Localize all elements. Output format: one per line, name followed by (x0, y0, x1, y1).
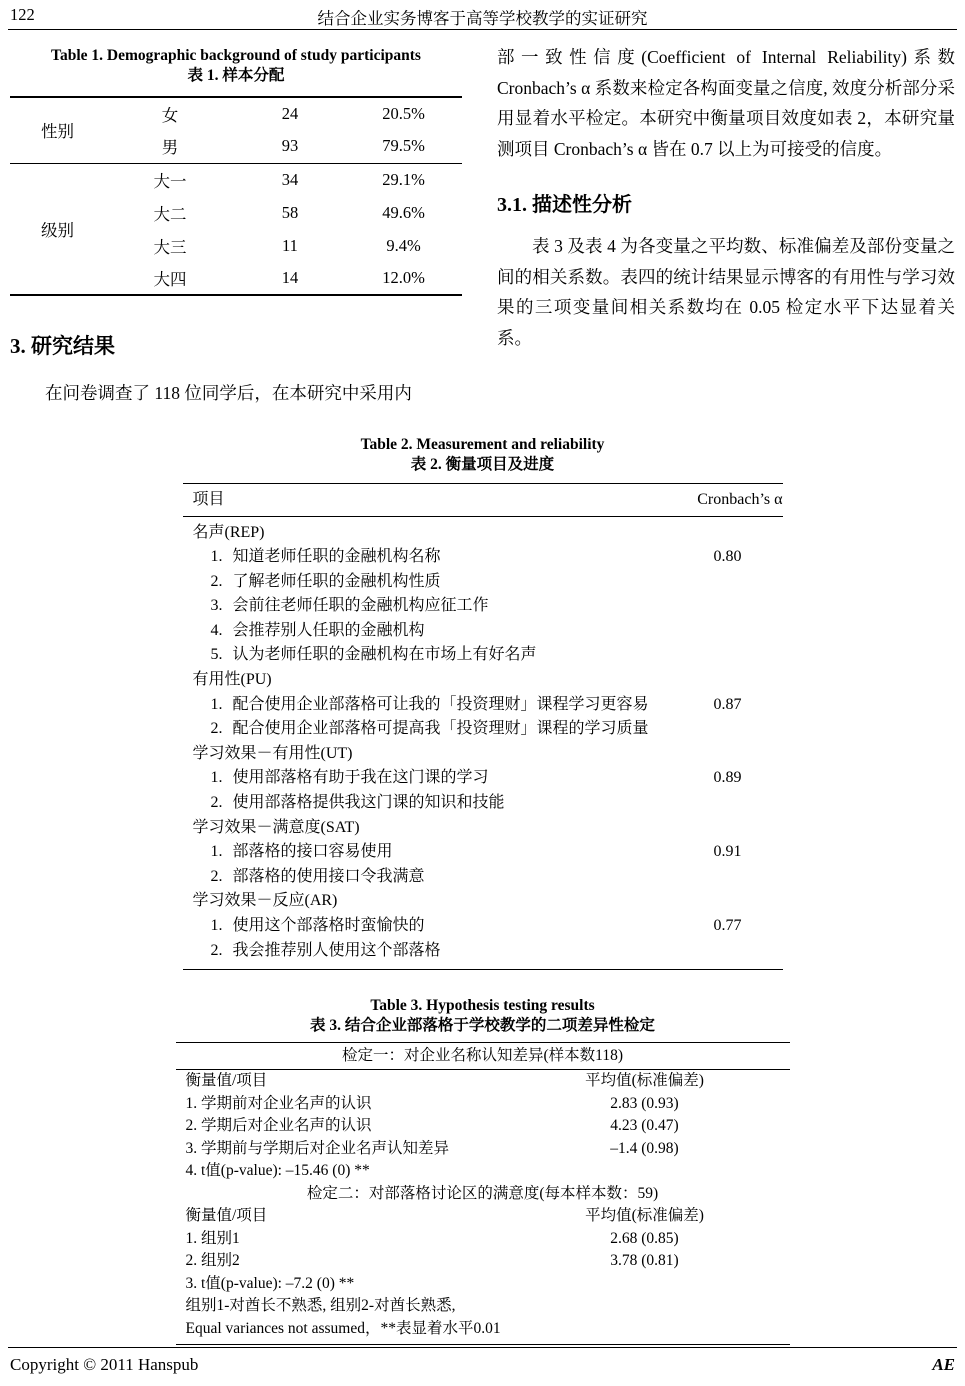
table-row (10, 163, 462, 196)
item-text: 了解老师任职的金融机构性质 (232, 572, 441, 590)
item-alpha: 0.77 (713, 917, 742, 934)
item-alpha (673, 594, 783, 619)
table3-test2-tvalue: 3. t值(p-value): –7.2 (0) ** (185, 1274, 355, 1292)
table3-caption-zh: 表 3. 结合企业部落格于学校教学的二项差异性检定 (310, 1017, 655, 1035)
row-label: 2. 组别2 (185, 1252, 240, 1270)
table3-col-measure: 衡量值/项目 (185, 1072, 268, 1090)
item-text: 会前往老师任职的金融机构应征工作 (232, 597, 489, 615)
right-paragraph-1: 部一致性信度(Coefficient of Internal Reliability)系数 Cronbach’s α 系数来检定各构面变量之信度, 效度分析部分采用显着水平检定。本研究中衡量项目效度如表 2，本研究量测项目 Cronbach’s α 皆在 0.7 以上为可接受的信度。 (497, 47, 955, 159)
item-text: 部落格的接口容易使用 (232, 843, 393, 861)
table1-caption-zh: 表 1. 样本分配 (187, 67, 285, 84)
table3-data-row (176, 1250, 790, 1273)
table1-category: 大四 (153, 270, 187, 289)
item-text: 认为老师任职的金融机构在市场上有好名声 (232, 646, 537, 664)
table1-group-grade: 级别 (10, 163, 105, 295)
item-number: 1. (210, 548, 223, 566)
item-text: 我会推荐别人使用这个部落格 (232, 941, 441, 959)
table2-item-row (183, 865, 783, 890)
item-number: 2. (210, 867, 223, 885)
table3-note-significance: Equal variances not assumed，**表显着水平0.01 (185, 1319, 501, 1337)
item-number: 2. (210, 720, 223, 738)
table2-section-row (183, 668, 783, 693)
item-text: 使用部落格提供我这门课的知识和技能 (232, 794, 505, 812)
item-alpha: 0.80 (713, 548, 742, 566)
table2-item-row (183, 939, 783, 964)
item-number: 4. (210, 621, 223, 639)
section-heading-3-1: 3.1. 描述性分析 (497, 194, 632, 216)
item-alpha (673, 939, 783, 964)
item-text: 配合使用企业部落格可让我的「投资理财」课程学习更容易 (232, 695, 649, 713)
row-value: –1.4 (0.98) (610, 1139, 679, 1157)
table-row (10, 97, 462, 130)
table3-test1-tvalue: 4. t值(p-value): –15.46 (0) ** (185, 1162, 370, 1180)
table1-percent: 79.5% (382, 136, 425, 156)
table-2 (183, 483, 783, 971)
table2-item-row (183, 914, 783, 939)
table3-col-measure: 衡量值/项目 (185, 1207, 268, 1225)
item-text: 配合使用企业部落格可提高我「投资理财」课程的学习质量 (232, 720, 649, 738)
running-head (8, 0, 957, 30)
table1-category: 女 (161, 106, 179, 125)
table2-caption-zh: 表 2. 衡量项目及进度 (410, 455, 555, 473)
table1-caption-en: Table 1. Demographic background of study participants (51, 47, 421, 64)
table2-item-row (183, 570, 783, 595)
row-label: 1. 学期前对企业名声的认识 (185, 1094, 372, 1112)
item-alpha (673, 643, 783, 668)
table3-col-mean: 平均值(标准偏差) (585, 1072, 704, 1090)
table1-count: 11 (282, 235, 298, 255)
table3-note-groups: 组别1-对酋长不熟悉, 组别2-对酋长熟悉, (185, 1297, 456, 1315)
table2-item-row (183, 619, 783, 644)
table2-col-item: 项目 (192, 490, 225, 508)
two-column-body (0, 30, 965, 409)
table2-section-row (183, 521, 783, 546)
journal-abbreviation: AE (932, 1355, 955, 1374)
table2-caption-en: Table 2. Measurement and reliability (360, 435, 605, 453)
table2-section-row (183, 742, 783, 767)
table1-percent: 49.6% (382, 202, 425, 222)
table2-item-row (183, 643, 783, 668)
table1-percent: 9.4% (386, 235, 421, 255)
row-value: 2.68 (0.85) (610, 1229, 679, 1247)
table3-test2-title: 检定二：对部落格讨论区的满意度(每本样本数：59) (306, 1184, 659, 1202)
table1-count: 24 (281, 104, 299, 123)
table2-col-cronbach: Cronbach’s α (697, 490, 783, 508)
row-value: 2.83 (0.93) (610, 1094, 679, 1112)
running-title: 结合企业实务博客于高等学校教学的实证研究 (317, 9, 648, 28)
table2-item-row (183, 840, 783, 865)
item-alpha (673, 619, 783, 644)
table1-percent: 12.0% (382, 268, 425, 287)
table2-item-row (183, 717, 783, 742)
item-number: 1. (210, 695, 223, 713)
table3-data-row (176, 1228, 790, 1251)
item-alpha: 0.89 (713, 769, 742, 787)
item-number: 3. (210, 597, 223, 615)
row-label: 3. 学期前与学期后对企业名声认知差异 (185, 1139, 450, 1157)
table2-item-row (183, 693, 783, 718)
copyright-text: Copyright © 2011 Hanspub (10, 1355, 199, 1374)
table1-percent: 29.1% (345, 163, 462, 196)
item-number: 2. (210, 941, 223, 959)
table2-section-header: 有用性(PU) (192, 671, 272, 689)
table2-block (0, 435, 965, 971)
item-alpha (673, 570, 783, 595)
table1-percent: 20.5% (382, 104, 425, 123)
table3-block (0, 996, 965, 1345)
table1-count: 58 (281, 202, 299, 222)
table2-section-row (183, 889, 783, 914)
table3-col-mean: 平均值(标准偏差) (585, 1207, 704, 1225)
table3-test1-title: 检定一：对企业名称认知差异(样本数118) (176, 1043, 790, 1070)
page-footer (8, 1347, 957, 1386)
left-paragraph: 在问卷调查了 118 位同学后，在本研究中采用内 (45, 383, 412, 403)
item-alpha (673, 865, 783, 890)
table1-count: 93 (281, 136, 299, 156)
table2-item-row (183, 766, 783, 791)
item-text: 部落格的使用接口令我满意 (232, 867, 425, 885)
table1-category: 大三 (153, 237, 187, 257)
table2-section-header: 学习效果－满意度(SAT) (192, 818, 360, 836)
table-3 (176, 1042, 790, 1345)
table3-header-row (176, 1205, 790, 1228)
item-number: 1. (210, 917, 223, 934)
table-1 (10, 96, 462, 296)
row-value: 4.23 (0.47) (610, 1117, 679, 1135)
table3-data-row (176, 1138, 790, 1161)
table2-header-row (183, 483, 783, 517)
item-text: 会推荐别人任职的金融机构 (232, 621, 425, 639)
table3-caption-en: Table 3. Hypothesis testing results (370, 997, 595, 1015)
table1-category: 大二 (153, 204, 187, 224)
item-alpha (673, 791, 783, 816)
item-alpha: 0.91 (713, 843, 742, 861)
row-value: 3.78 (0.81) (610, 1252, 679, 1270)
right-column (497, 46, 955, 409)
item-number: 2. (210, 572, 223, 590)
item-text: 使用这个部落格时蛮愉快的 (232, 917, 425, 934)
page-number: 122 (10, 5, 35, 24)
item-alpha: 0.87 (713, 695, 742, 713)
table3-data-row (176, 1115, 790, 1138)
table3-data-row (176, 1093, 790, 1116)
row-label: 2. 学期后对企业名声的认识 (185, 1117, 372, 1135)
item-alpha (673, 717, 783, 742)
table1-count: 34 (235, 163, 345, 196)
table2-item-row (183, 545, 783, 570)
left-column (10, 46, 462, 409)
section-heading-3: 3. 研究结果 (10, 334, 115, 358)
item-number: 5. (210, 646, 223, 664)
item-number: 1. (210, 769, 223, 787)
table1-category: 男 (161, 138, 179, 158)
table3-header-row (176, 1070, 790, 1093)
item-text: 知道老师任职的金融机构名称 (232, 548, 441, 566)
row-label: 1. 组别1 (185, 1229, 240, 1247)
table2-section-header: 学习效果－有用性(UT) (192, 744, 353, 762)
table2-section-row (183, 816, 783, 841)
table1-category: 大一 (105, 163, 235, 196)
item-number: 2. (210, 794, 223, 812)
table1-group-gender: 性别 (41, 122, 74, 142)
table2-body (183, 517, 783, 971)
table2-item-row (183, 791, 783, 816)
item-number: 1. (210, 843, 223, 861)
right-paragraph-2: 表 3 及表 4 为各变量之平均数、标准偏差及部份变量之间的相关系数。表四的统计结果显示博客的有用性与学习效果的三项变量间相关系数均在 0.05 检定水平下达显着关系。 (497, 236, 955, 348)
table2-section-header: 名声(REP) (192, 523, 265, 541)
item-text: 使用部落格有助于我在这门课的学习 (232, 769, 489, 787)
table1-count: 14 (281, 268, 299, 287)
table2-section-header: 学习效果－反应(AR) (192, 892, 338, 910)
table2-item-row (183, 594, 783, 619)
